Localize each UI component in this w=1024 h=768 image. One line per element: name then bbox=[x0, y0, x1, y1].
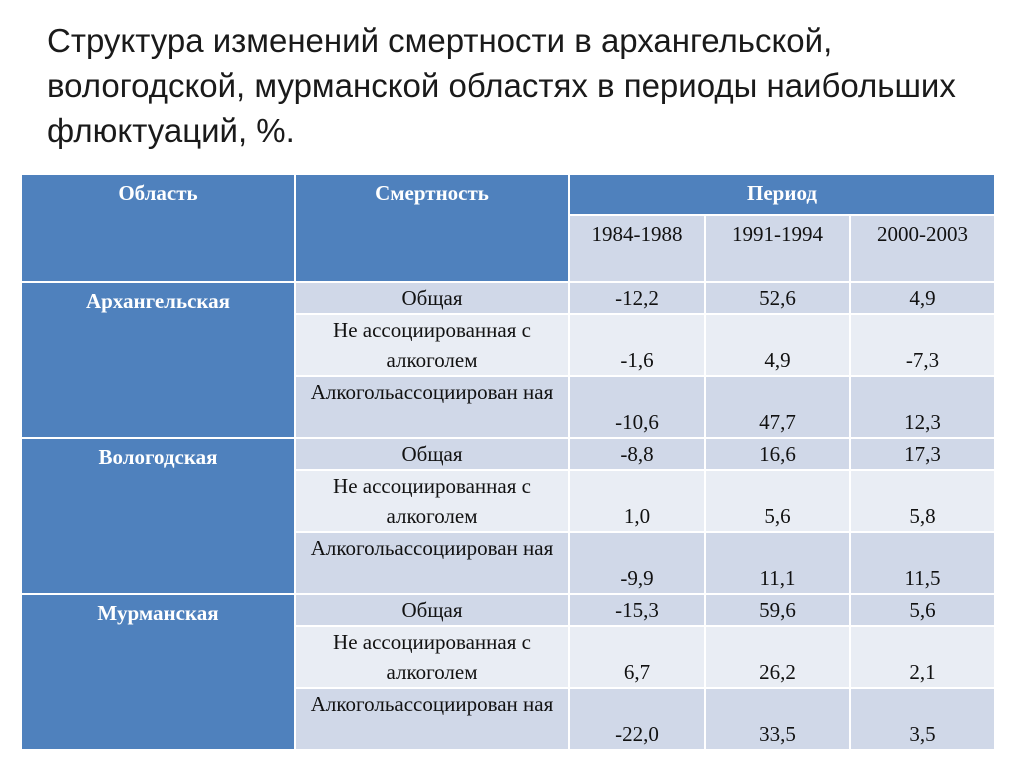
value-cell: 5,6 bbox=[705, 470, 850, 532]
value-cell: 33,5 bbox=[705, 688, 850, 750]
value-cell: -15,3 bbox=[569, 594, 705, 626]
value-cell: -22,0 bbox=[569, 688, 705, 750]
value-cell: 47,7 bbox=[705, 376, 850, 438]
header-period: Период bbox=[569, 174, 995, 215]
value-cell: -10,6 bbox=[569, 376, 705, 438]
mortality-type: Общая bbox=[295, 594, 569, 626]
value-cell: 17,3 bbox=[850, 438, 995, 470]
value-cell: 5,6 bbox=[850, 594, 995, 626]
value-cell: 1,0 bbox=[569, 470, 705, 532]
value-cell: 3,5 bbox=[850, 688, 995, 750]
region-name: Мурманская bbox=[21, 594, 295, 750]
value-cell: -8,8 bbox=[569, 438, 705, 470]
mortality-table bbox=[20, 173, 996, 751]
value-cell: 59,6 bbox=[705, 594, 850, 626]
value-cell: 12,3 bbox=[850, 376, 995, 438]
mortality-type: Алкогольассоциирован ная bbox=[295, 532, 569, 594]
region-name: Вологодская bbox=[21, 438, 295, 594]
mortality-type: Не ассоциированная с алкоголем bbox=[295, 626, 569, 688]
slide-title: Структура изменений смертности в архангельской, вологодской, мурманской областях в периоды наибольших флюктуаций, %. bbox=[47, 22, 956, 149]
mortality-type: Общая bbox=[295, 438, 569, 470]
header-region: Область bbox=[21, 174, 295, 282]
table-row bbox=[21, 594, 995, 626]
value-cell: 11,5 bbox=[850, 532, 995, 594]
mortality-type: Не ассоциированная с алкоголем bbox=[295, 470, 569, 532]
value-cell: 4,9 bbox=[850, 282, 995, 314]
mortality-type: Алкогольассоциирован ная bbox=[295, 376, 569, 438]
value-cell: 16,6 bbox=[705, 438, 850, 470]
mortality-type: Алкогольассоциирован ная bbox=[295, 688, 569, 750]
value-cell: 26,2 bbox=[705, 626, 850, 688]
value-cell: 11,1 bbox=[705, 532, 850, 594]
mortality-type: Общая bbox=[295, 282, 569, 314]
region-name: Архангельская bbox=[21, 282, 295, 438]
value-cell: 52,6 bbox=[705, 282, 850, 314]
table-row bbox=[21, 438, 995, 470]
value-cell: 2,1 bbox=[850, 626, 995, 688]
value-cell: -7,3 bbox=[850, 314, 995, 376]
header-mortality: Смертность bbox=[295, 174, 569, 282]
value-cell: -12,2 bbox=[569, 282, 705, 314]
value-cell: -1,6 bbox=[569, 314, 705, 376]
table-row bbox=[21, 282, 995, 314]
mortality-type: Не ассоциированная с алкоголем bbox=[295, 314, 569, 376]
period-header: 1984-1988 bbox=[569, 215, 705, 282]
period-header: 1991-1994 bbox=[705, 215, 850, 282]
value-cell: 4,9 bbox=[705, 314, 850, 376]
value-cell: -9,9 bbox=[569, 532, 705, 594]
value-cell: 5,8 bbox=[850, 470, 995, 532]
period-header: 2000-2003 bbox=[850, 215, 995, 282]
value-cell: 6,7 bbox=[569, 626, 705, 688]
